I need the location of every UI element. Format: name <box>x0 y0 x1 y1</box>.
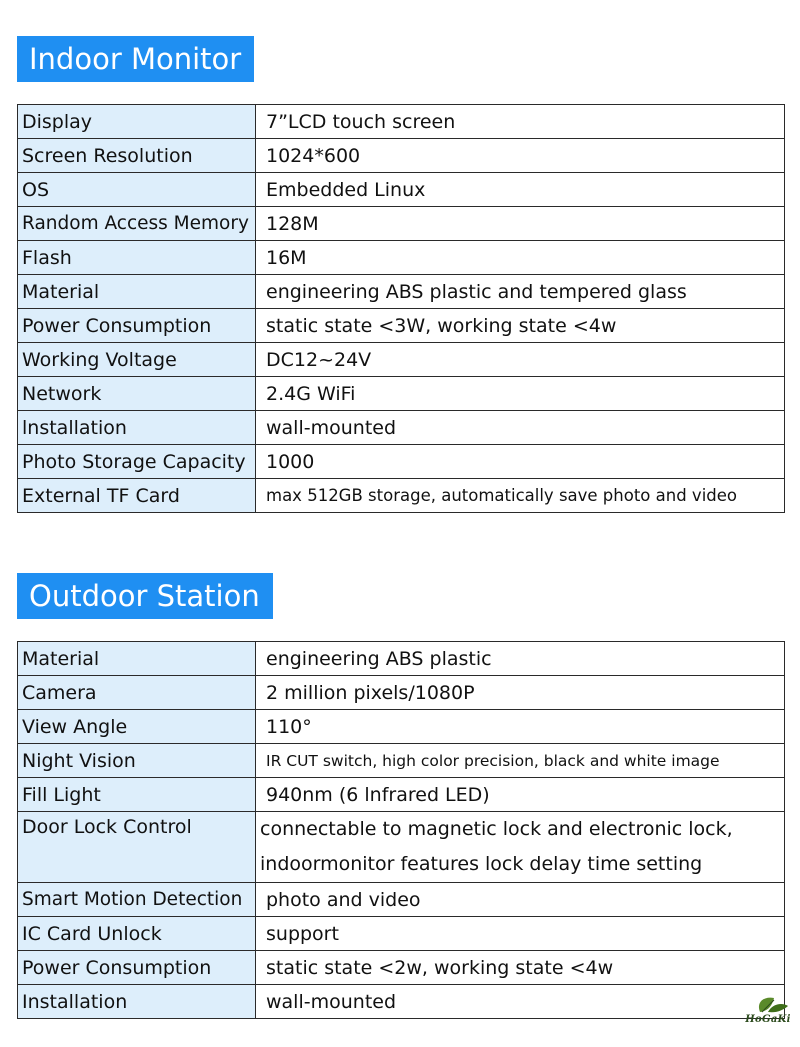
spec-value: 110° <box>256 710 785 744</box>
spec-label: View Angle <box>18 710 256 744</box>
table-row <box>18 173 785 207</box>
spec-label: Smart Motion Detection <box>18 883 256 917</box>
spec-value: 2 million pixels/1080P <box>256 676 785 710</box>
table-row <box>18 642 785 676</box>
spec-value: 128M <box>256 207 785 241</box>
spec-value: connectable to magnetic lock and electronic lock, indoormonitor features lock delay time setting <box>256 812 785 883</box>
spec-label: Camera <box>18 676 256 710</box>
outdoor-station-spec-table <box>17 641 785 1019</box>
table-row <box>18 411 785 445</box>
table-row <box>18 377 785 411</box>
spec-value: 7”LCD touch screen <box>256 105 785 139</box>
spec-label: Display <box>18 105 256 139</box>
leaf-icon <box>738 992 798 1016</box>
spec-label: Night Vision <box>18 744 256 778</box>
spec-label: Network <box>18 377 256 411</box>
table-row <box>18 778 785 812</box>
spec-value: 16M <box>256 241 785 275</box>
spec-label: External TF Card <box>18 479 256 513</box>
table-row <box>18 479 785 513</box>
spec-value: wall-mounted <box>256 411 785 445</box>
spec-label: Material <box>18 642 256 676</box>
spec-label: Photo Storage Capacity <box>18 445 256 479</box>
spec-value: 2.4G WiFi <box>256 377 785 411</box>
spec-label: lnstallation <box>18 411 256 445</box>
brand-logo <box>738 992 798 1030</box>
spec-label: OS <box>18 173 256 207</box>
spec-value: DC12~24V <box>256 343 785 377</box>
table-row <box>18 105 785 139</box>
spec-value: 940nm (6 lnfrared LED) <box>256 778 785 812</box>
table-row <box>18 207 785 241</box>
spec-value: engineering ABS plastic <box>256 642 785 676</box>
indoor-monitor-title: Indoor Monitor <box>17 36 254 82</box>
spec-label: Power Consumption <box>18 951 256 985</box>
table-row <box>18 275 785 309</box>
logo-text: HoGaKi <box>745 1014 791 1025</box>
spec-value: static state <3W, working state <4w <box>256 309 785 343</box>
spec-value: support <box>256 917 785 951</box>
table-row <box>18 445 785 479</box>
table-row <box>18 309 785 343</box>
outdoor-station-title: Outdoor Station <box>17 573 273 619</box>
spec-label: Random Access Memory <box>18 207 256 241</box>
table-row <box>18 343 785 377</box>
indoor-monitor-spec-table <box>17 104 785 513</box>
spec-value: engineering ABS plastic and tempered glass <box>256 275 785 309</box>
spec-value: Embedded Linux <box>256 173 785 207</box>
table-row <box>18 883 785 917</box>
spec-value: static state <2w, working state <4w <box>256 951 785 985</box>
spec-value: 1000 <box>256 445 785 479</box>
spec-label: Fill Light <box>18 778 256 812</box>
spec-label: Material <box>18 275 256 309</box>
table-row <box>18 951 785 985</box>
table-row <box>18 241 785 275</box>
spec-label: Flash <box>18 241 256 275</box>
spec-label: Power Consumption <box>18 309 256 343</box>
table-row <box>18 744 785 778</box>
spec-value: max 512GB storage, automatically save photo and video <box>256 479 785 513</box>
spec-value: photo and video <box>256 883 785 917</box>
spec-value: wall-mounted <box>256 985 785 1019</box>
table-row <box>18 139 785 173</box>
spec-label: Screen Resolution <box>18 139 256 173</box>
spec-value: IR CUT switch, high color precision, black and white image <box>256 744 785 778</box>
spec-label: IC Card Unlock <box>18 917 256 951</box>
table-row <box>18 985 785 1019</box>
spec-label: Working Voltage <box>18 343 256 377</box>
spec-label: Door Lock Control <box>18 812 256 883</box>
table-row <box>18 676 785 710</box>
spec-value: 1024*600 <box>256 139 785 173</box>
table-row <box>18 812 785 883</box>
table-row <box>18 710 785 744</box>
spec-label: Installation <box>18 985 256 1019</box>
table-row <box>18 917 785 951</box>
